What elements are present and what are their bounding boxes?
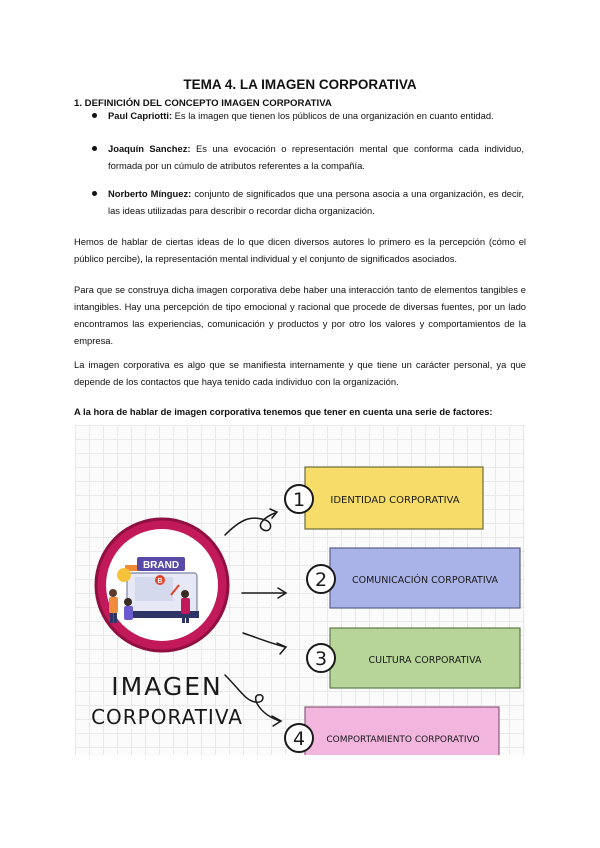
factor-number: 4 — [292, 728, 306, 750]
factor-number: 3 — [314, 648, 328, 670]
definition-author: Joaquín Sanchez: — [108, 143, 191, 154]
arrow-3 — [243, 633, 285, 647]
diagram-main-line2: CORPORATIVA — [91, 705, 243, 729]
paragraph: Hemos de hablar de ciertas ideas de lo que dicen diversos autores lo primero es la percepción (cómo el público percibe), la representación mental individual y el conjunto de significados asociados. — [74, 236, 526, 264]
paragraph: Para que se construya dicha imagen corporativa debe haber una interacción tanto de elementos tangibles e intangibles. Hay una percepción de tipo emocional y racional que procede de diversas fuentes, por un lado encontramos las experiencias, comunicación y productos y por otro los valores y comportamientos de la empresa. — [74, 284, 526, 346]
definition-item — [92, 185, 524, 219]
definition-text: conjunto de significados que una persona asocia a una organización, es decir, las ideas utilizadas para describir o recordar dicha organización. — [108, 188, 524, 216]
factor-number: 1 — [292, 489, 306, 511]
page-title: TEMA 4. LA IMAGEN CORPORATIVA — [183, 77, 417, 92]
diagram-main-line1: IMAGEN — [111, 672, 223, 701]
bullet-dot — [92, 146, 97, 151]
factors-intro: A la hora de hablar de imagen corporativa tenemos que tener en cuenta una serie de factores: — [74, 406, 493, 417]
factor-label: COMPORTAMIENTO CORPORATIVO — [326, 735, 480, 745]
factor-label: CULTURA CORPORATIVA — [368, 655, 482, 666]
factor-box-2 — [307, 548, 520, 608]
definition-author: Paul Capriotti: — [108, 110, 173, 121]
definition-text: Es una evocación o representación mental que conforma cada individuo, formada por un cúmulo de atributos referentes a la compañía. — [108, 143, 524, 171]
factors-diagram — [75, 425, 525, 755]
factor-box-3 — [307, 628, 520, 688]
brand-illustration — [96, 519, 228, 651]
connector-arrows — [225, 509, 286, 726]
brand-label: BRAND — [142, 560, 180, 571]
definition-item — [92, 140, 524, 174]
bullet-dot — [92, 191, 97, 196]
factor-label: COMUNICACIÓN CORPORATIVA — [351, 575, 499, 586]
arrow-4-head — [272, 716, 281, 726]
definition-text: Es la imagen que tienen los públicos de una organización en cuanto entidad. — [172, 110, 494, 121]
section-heading: 1. DEFINICIÓN DEL CONCEPTO IMAGEN CORPORATIVA — [74, 98, 332, 109]
definition-item — [92, 107, 524, 124]
factor-box-4 — [285, 707, 499, 755]
brand-b-letter: B — [157, 578, 163, 585]
factor-box-1 — [285, 467, 483, 529]
factor-label: IDENTIDAD CORPORATIVA — [330, 495, 460, 506]
factor-number: 2 — [314, 569, 328, 591]
bullet-dot — [92, 113, 97, 118]
arrow-1 — [225, 513, 275, 535]
definition-author: Norberto Mínguez: — [108, 188, 192, 199]
paragraph: La imagen corporativa es algo que se manifiesta internamente y que tiene un carácter personal, ya que depende de los contactos que haya tenido cada individuo con la organización. — [74, 359, 526, 387]
